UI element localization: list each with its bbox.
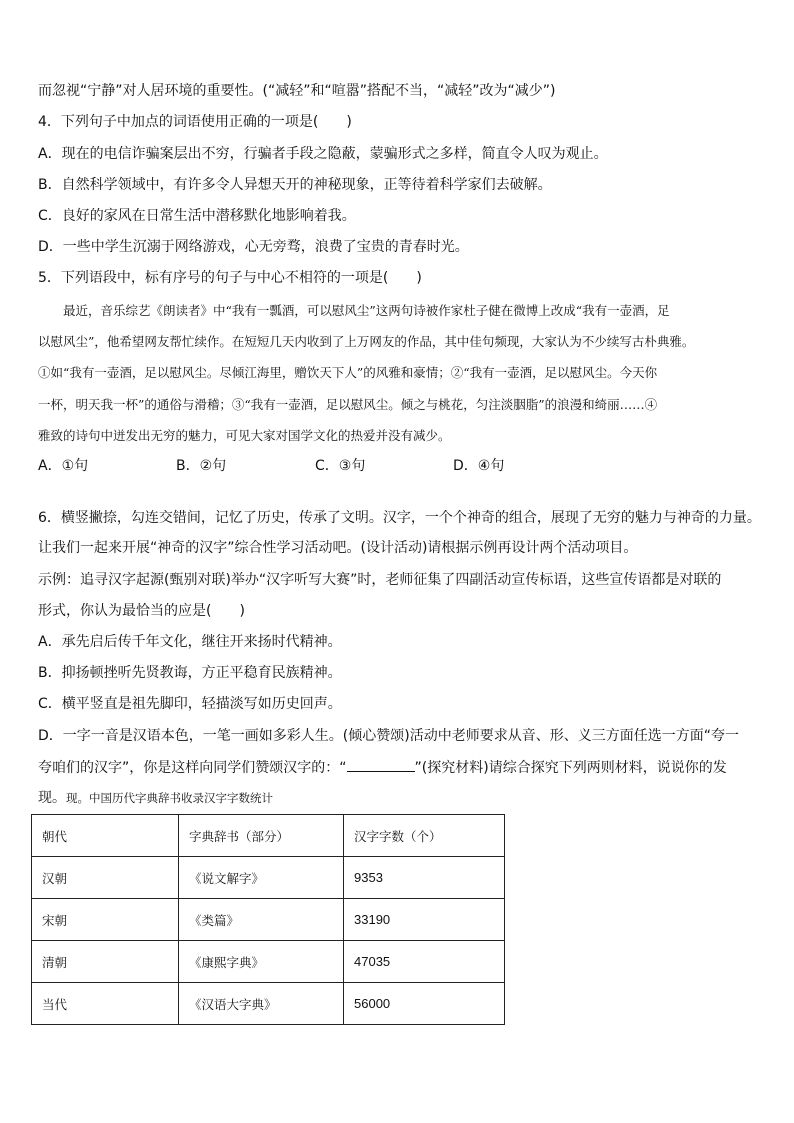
table-row [32, 857, 505, 899]
option-5a: A．①句 [38, 458, 89, 474]
question-6-line-4: 形式，你认为最恰当的应是( ) [38, 603, 245, 619]
table-row [32, 983, 505, 1025]
question-6-line-1: 6．横竖撇捺，勾连交错间，记忆了历史，传承了文明。汉字，一个个神奇的组合，展现了无穷的魅力与神奇的力量。 [38, 510, 761, 526]
option-5d: D．④句 [453, 458, 505, 474]
passage-line-4: 一杯，明天我一杯”的通俗与滑稽；③“我有一壶酒，足以慰风尘。倾之与桃花，匀注淡胭脂”的浪漫和绮丽……④ [38, 397, 658, 412]
cell-count: 9353 [344, 857, 505, 899]
cell-dynasty: 宋朝 [32, 899, 179, 941]
passage-line-3: ①如“我有一壶酒，足以慰风尘。尽倾江海里，赠饮天下人”的风雅和豪情；②“我有一壶酒，足以慰风尘。今天你 [38, 365, 658, 380]
cell-count: 47035 [344, 941, 505, 983]
header-dictionary: 字典辞书（部分） [179, 815, 344, 857]
option-4c: C．良好的家风在日常生活中潜移默化地影响着我。 [38, 208, 356, 224]
option-4b: B．自然科学领域中，有许多令人异想天开的神秘现象，正等待着科学家们去破解。 [38, 177, 552, 193]
option-4a: A．现在的电信诈骗案层出不穷，行骗者手段之隐蔽，蒙骗形式之多样，简直令人叹为观止。 [38, 146, 608, 162]
option-6c: C．横平竖直是祖先脚印，轻描淡写如历史回声。 [38, 696, 342, 712]
table-row [32, 941, 505, 983]
cell-dictionary: 《说文解字》 [179, 857, 344, 899]
cell-count: 33190 [344, 899, 505, 941]
table-caption: 现。现。中国历代字典辞书收录汉字字数统计 [38, 790, 273, 806]
cell-dictionary: 《类篇》 [179, 899, 344, 941]
option-4d: D．一些中学生沉溺于网络游戏，心无旁骛，浪费了宝贵的青春时光。 [38, 239, 469, 255]
cell-dictionary: 《康熙字典》 [179, 941, 344, 983]
text-before-blank: 夸咱们的汉字”，你是这样向同学们赞颂汉字的：“ [38, 760, 347, 776]
header-count: 汉字字数（个） [344, 815, 505, 857]
question-5: 5．下列语段中，标有序号的句子与中心不相符的一项是( ) [38, 270, 422, 286]
answer-blank[interactable] [347, 757, 415, 772]
header-dynasty: 朝代 [32, 815, 179, 857]
question-4: 4．下列句子中加点的词语使用正确的一项是( ) [38, 114, 352, 130]
option-6d: D．一字一音是汉语本色，一笔一画如多彩人生。(倾心赞颂)活动中老师要求从音、形、义三方面任选一方面“夸一 [38, 728, 739, 744]
cell-dynasty: 当代 [32, 983, 179, 1025]
option-6b: B．抑扬顿挫听先贤教诲，方正平稳育民族精神。 [38, 665, 342, 681]
question-6-line-2: 让我们一起来开展“神奇的汉字”综合性学习活动吧。(设计活动)请根据示例再设计两个活动项目。 [38, 540, 638, 556]
table-row [32, 899, 505, 941]
hanzi-count-table [31, 814, 505, 1025]
option-5c: C．③句 [315, 458, 366, 474]
option-6d-continued [38, 757, 727, 778]
passage-line-2: 以慰风尘”，他希望网友帮忙续作。在短短几天内收到了上万网友的作品，其中佳句频现，大家认为不少续写古朴典雅。 [38, 334, 695, 349]
cell-count: 56000 [344, 983, 505, 1025]
cell-dictionary: 《汉语大字典》 [179, 983, 344, 1025]
option-6a: A．承先启后传千年文化，继往开来扬时代精神。 [38, 634, 342, 650]
option-5b: B．②句 [176, 458, 227, 474]
cell-dynasty: 清朝 [32, 941, 179, 983]
question-6-line-3: 示例：追寻汉字起源(甄别对联)举办“汉字听写大赛”时，老师征集了四副活动宣传标语，这些宣传语都是对联的 [38, 572, 722, 588]
passage-line-5: 雅致的诗句中迸发出无穷的魅力，可见大家对国学文化的热爱并没有减少。 [38, 428, 451, 443]
text-after-blank: ”(探究材料)请综合探究下列两则材料，说说你的发 [414, 760, 727, 776]
passage-line-1: 最近，音乐综艺《朗读者》中“我有一瓢酒，可以慰风尘”这两句诗被作家杜子健在微博上改成“我有一壶酒，足 [38, 303, 670, 318]
text-line: 而忽视“宁静”对人居环境的重要性。(“减轻”和“喧嚣”搭配不当，“减轻”改为“减少”) [38, 83, 556, 99]
table-header-row [32, 815, 505, 857]
cell-dynasty: 汉朝 [32, 857, 179, 899]
